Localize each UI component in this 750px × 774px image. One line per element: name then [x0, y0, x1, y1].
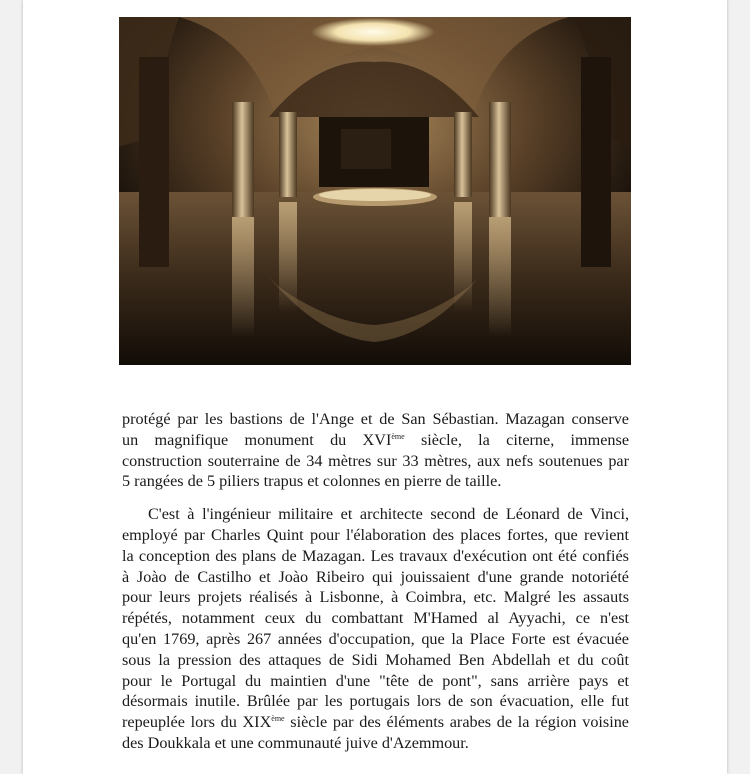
paragraph-2 [122, 504, 629, 754]
text-line [122, 712, 629, 733]
paragraph-1 [122, 409, 629, 492]
text-line: C'est à l'ingénieur militaire et architecte second de Léonard de Vinci, [148, 505, 629, 524]
text-run: siècle, la citerne, immense [404, 430, 629, 449]
text-line: qu'en 1769, après 267 années d'occupation, que la Place Forte est évacuée [122, 629, 629, 648]
text-run: siècle par des éléments arabes de la région voisine [284, 713, 629, 732]
text-line [122, 430, 629, 451]
text-line: pour leurs projets réalisés à Lisbonne, à Coimbra, etc. Malgré les assauts [122, 588, 629, 607]
text-line: des Doukkala et une communauté juive d'Azemmour. [122, 733, 469, 752]
document-page [23, 0, 727, 774]
text-line: 5 rangées de 5 piliers trapus et colonnes en pierre de taille. [122, 472, 502, 491]
text-run: repeuplée lors du XIX [122, 713, 272, 732]
superscript: ème [271, 714, 285, 724]
text-line: construction souterraine de 34 mètres sur 33 mètres, aux nefs soutenues par [122, 451, 629, 470]
text-line: employé par Charles Quint pour l'élaboration des places fortes, que revient [122, 525, 629, 544]
text-line: répétés, notamment ceux du combattant M'Hamed al Ayyachi, ce n'est [122, 609, 629, 628]
text-line: pour le Portugal du maintien d'une "tête de pont", sans arrière pays et [122, 671, 629, 690]
text-line: sous la pression des attaques de Sidi Mohamed Ben Abdellah et du coût [122, 650, 629, 669]
body-text [122, 409, 629, 754]
text-line: la conception des plans de Mazagan. Les travaux d'exécution ont été confiés [122, 546, 629, 565]
text-run: un magnifique monument du XVI [122, 430, 392, 449]
text-line: à Joào de Castilho et Joào Ribeiro qui jouissaient d'une grande notoriété [122, 567, 629, 586]
superscript: ème [391, 431, 405, 441]
text-line: désormais inutile. Brûlée par les portugais lors de son évacuation, elle fut [122, 692, 629, 711]
text-line: protégé par les bastions de l'Ange et de San Sébastian. Mazagan conserve [122, 410, 629, 428]
cistern-photograph [119, 17, 631, 365]
